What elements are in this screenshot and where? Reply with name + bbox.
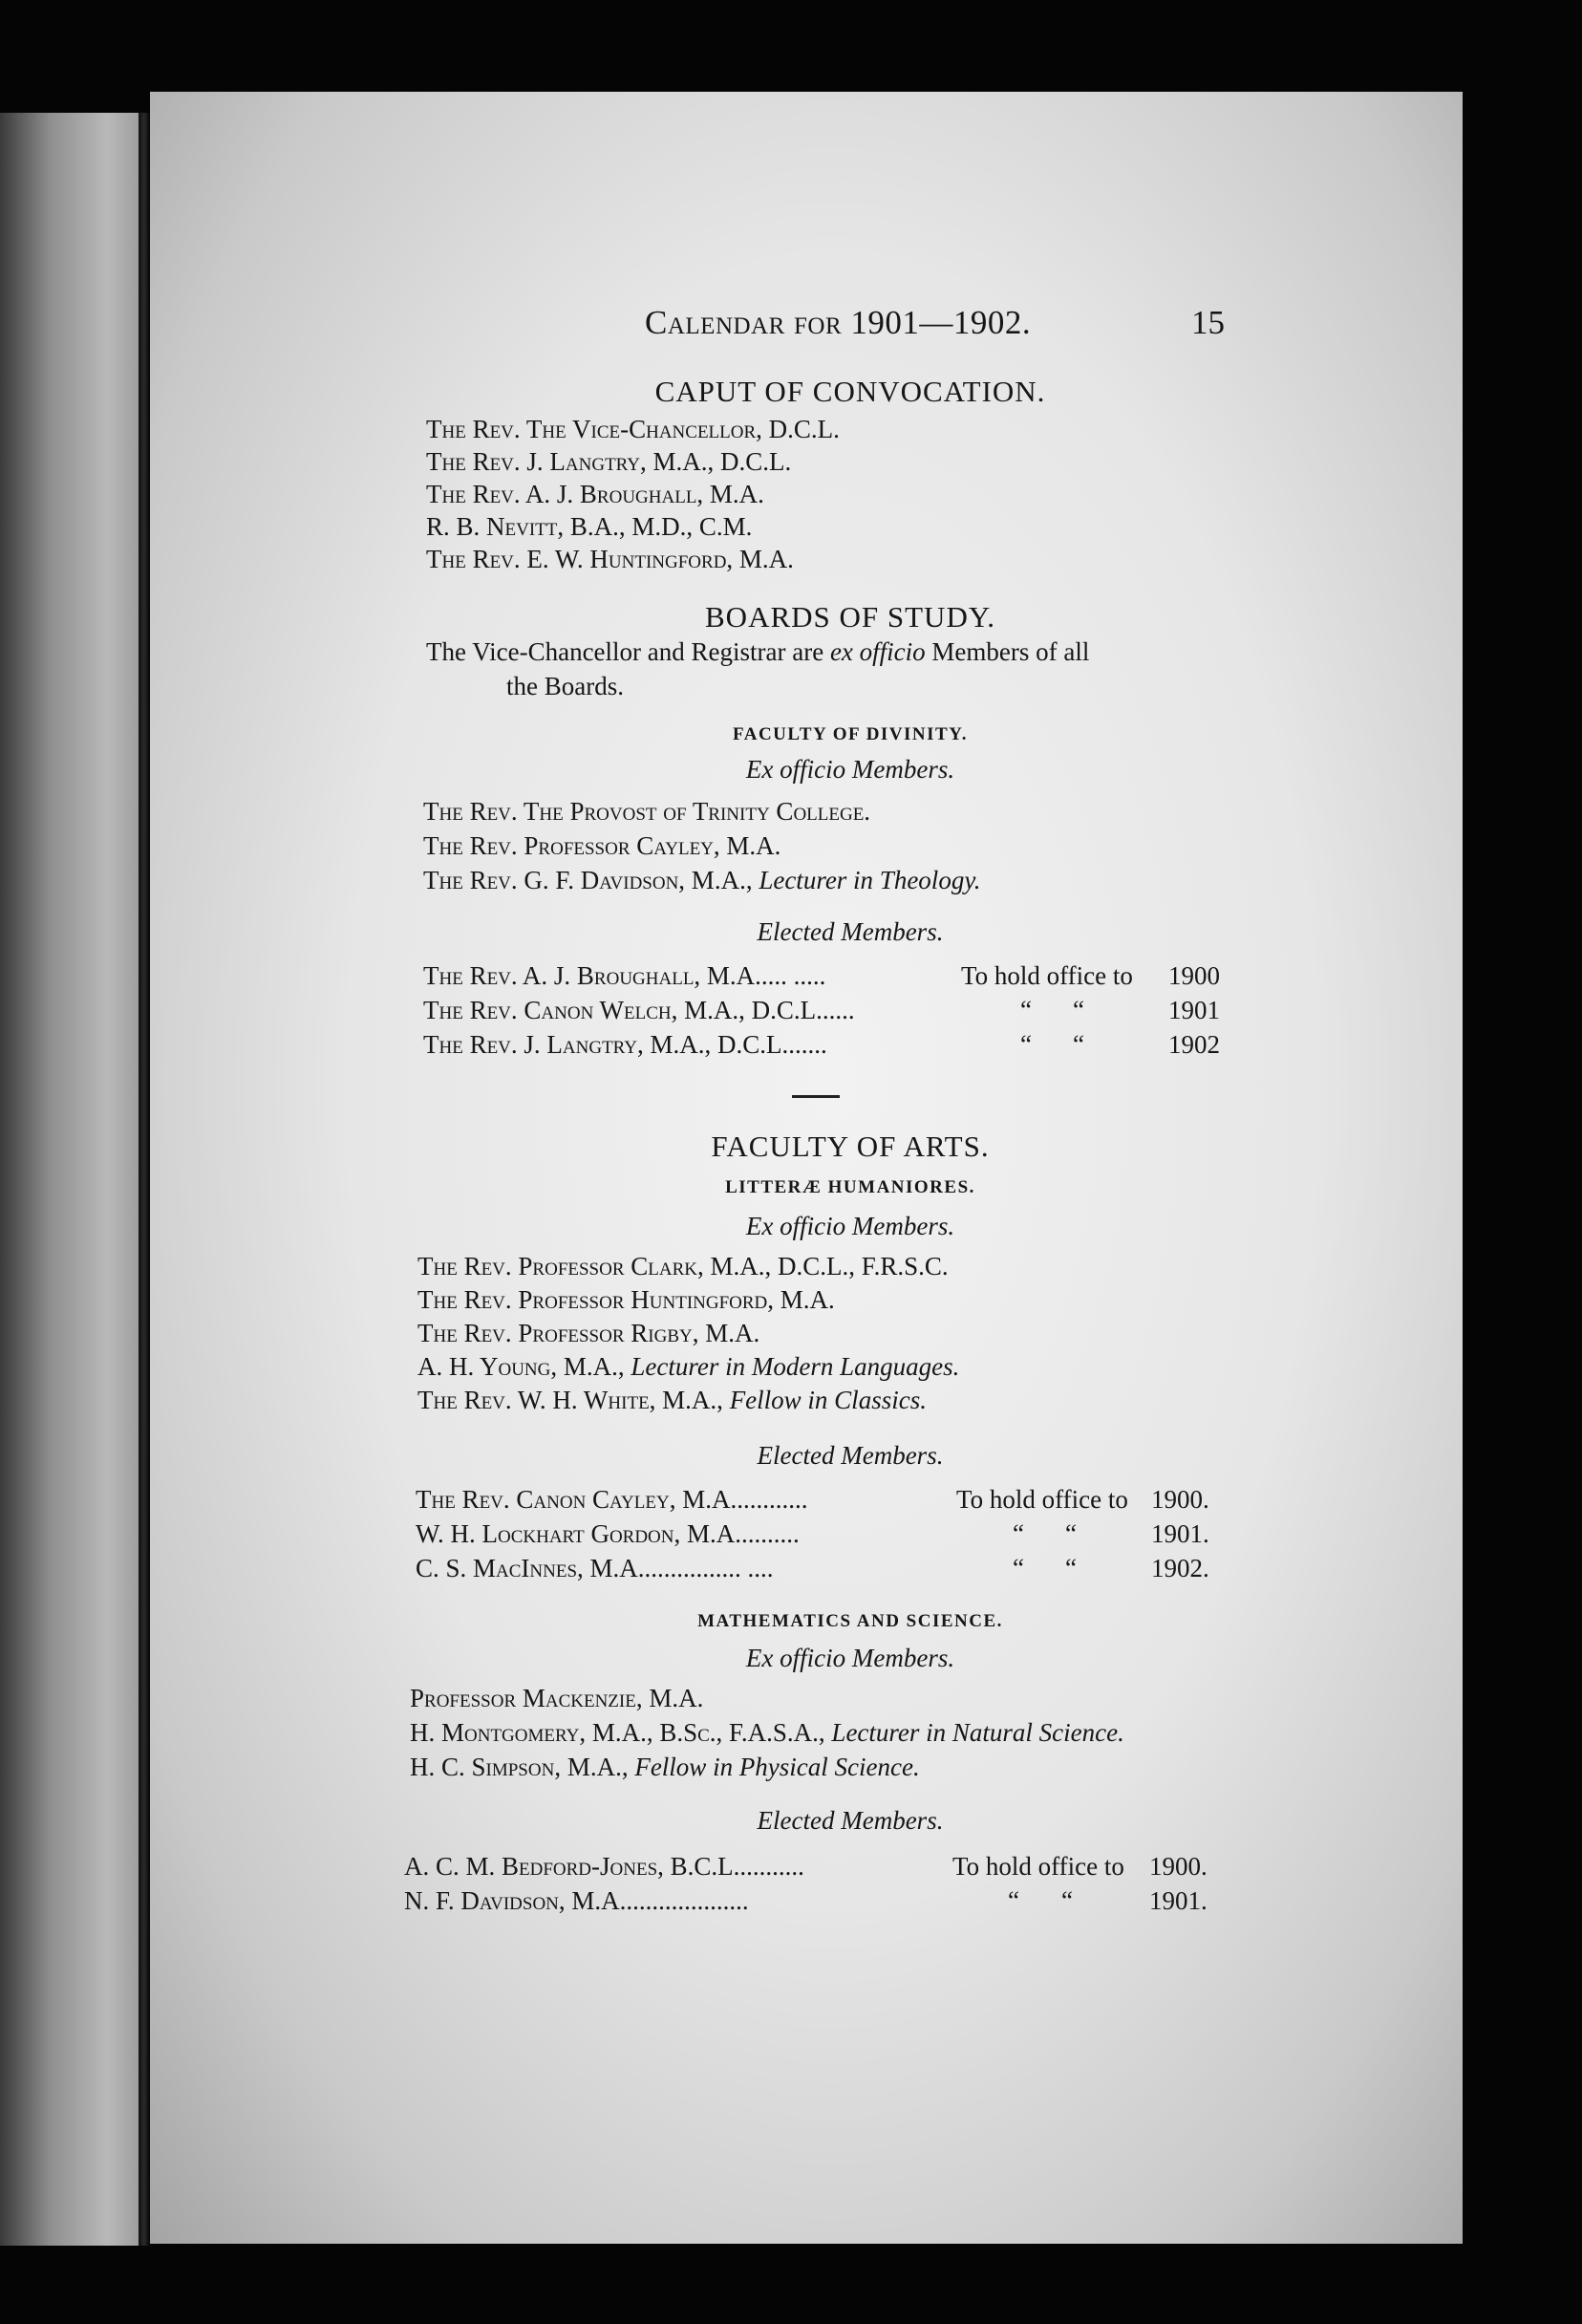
elected-year: 1900. [1149, 1852, 1208, 1881]
member-role: Lecturer in Theology. [759, 866, 981, 894]
elected-year: 1901. [1151, 1519, 1209, 1548]
litterae-ex-officio-member [417, 1283, 835, 1316]
ditto-mark: “ [1013, 1519, 1024, 1548]
caput-member: The Rev. The Vice-Chancellor, D.C.L. [426, 415, 840, 443]
elected-name: C. S. MacInnes, M.A................ .... [416, 1554, 774, 1582]
member-name: The Rev. Professor Cayley, M.A. [423, 831, 781, 860]
caput-heading: CAPUT OF CONVOCATION. [654, 375, 1046, 408]
elected-year: 1901 [1168, 996, 1220, 1024]
running-head: Calendar for 1901—1902. [645, 304, 1032, 341]
divinity-elected-row [423, 959, 1226, 992]
boards-note [426, 635, 1219, 703]
member-name: The Rev. The Provost of Trinity College. [423, 797, 871, 826]
litterae-elected-row [416, 1552, 1228, 1584]
member-role: Fellow in Classics. [729, 1386, 927, 1414]
elected-name: The Rev. J. Langtry, M.A., D.C.L....... [423, 1030, 827, 1059]
mathematics-ex-officio-member [410, 1716, 1124, 1749]
member-name: The Rev. W. H. White, M.A., [417, 1386, 730, 1414]
mathematics-heading: MATHEMATICS AND SCIENCE. [697, 1611, 1003, 1631]
page-number: 15 [1191, 304, 1225, 341]
litterae-elected-heading: Elected Members. [757, 1441, 944, 1470]
member-name: The Rev. Professor Clark, M.A., D.C.L., F.R.S.C. [417, 1252, 949, 1280]
divinity-elected-heading: Elected Members. [757, 917, 944, 946]
litterae-ex-officio-member [417, 1317, 759, 1349]
mathematics-elected-row [404, 1884, 1226, 1917]
elected-name: A. C. M. Bedford-Jones, B.C.L........... [404, 1852, 804, 1881]
ditto-mark: “ [1020, 1030, 1032, 1059]
divinity-elected-row [423, 994, 1226, 1026]
mathematics-ex-officio-heading: Ex officio Members. [745, 1644, 955, 1672]
divinity-ex-officio-heading: Ex officio Members. [745, 755, 955, 784]
member-role: Fellow in Physical Science. [634, 1753, 920, 1781]
divinity-heading: FACULTY OF DIVINITY. [733, 724, 968, 744]
member-role: Lecturer in Natural Science. [831, 1718, 1124, 1747]
boards-note-continuation: the Boards. [506, 672, 624, 700]
litterae-ex-officio-member [417, 1350, 959, 1383]
ditto-mark: “ [1008, 1886, 1019, 1915]
mathematics-elected-heading: Elected Members. [757, 1806, 944, 1835]
ditto-mark: “ [1073, 1030, 1084, 1059]
boards-note-ex-officio: ex officio [829, 637, 926, 666]
mathematics-elected-row [404, 1850, 1226, 1883]
caput-member: The Rev. E. W. Huntingford, M.A. [426, 545, 794, 573]
caput-member: The Rev. A. J. Broughall, M.A. [426, 480, 764, 508]
litterae-elected-row [416, 1517, 1228, 1550]
litterae-ex-officio-member [417, 1384, 927, 1416]
elected-office: To hold office to [952, 1852, 1124, 1881]
litterae-elected-row [416, 1483, 1228, 1516]
elected-name: W. H. Lockhart Gordon, M.A.......... [416, 1519, 800, 1548]
member-role: Lecturer in Modern Languages. [631, 1352, 960, 1381]
facing-page-edge [0, 113, 143, 2246]
member-name: H. C. Simpson, M.A., [410, 1753, 635, 1781]
elected-year: 1902. [1151, 1554, 1209, 1582]
elected-name: The Rev. Canon Cayley, M.A............ [416, 1485, 808, 1514]
member-name: A. H. Young, M.A., [417, 1352, 631, 1381]
litterae-ex-officio-member [417, 1250, 949, 1282]
member-name: The Rev. Professor Rigby, M.A. [417, 1319, 760, 1347]
ditto-mark: “ [1065, 1554, 1077, 1582]
caput-member: The Rev. J. Langtry, M.A., D.C.L. [426, 447, 792, 476]
elected-year: 1901. [1149, 1886, 1208, 1915]
boards-note-text: The Vice-Chancellor and Registrar are [426, 637, 830, 666]
member-name: The Rev. G. F. Davidson, M.A., [423, 866, 759, 894]
elected-year: 1902 [1168, 1030, 1220, 1059]
litterae-ex-officio-heading: Ex officio Members. [745, 1212, 955, 1240]
boards-note-text-2: Members of all [925, 637, 1090, 666]
elected-name: The Rev. A. J. Broughall, M.A..... ..... [423, 961, 826, 990]
divinity-elected-row [423, 1028, 1226, 1061]
elected-office: To hold office to [956, 1485, 1128, 1514]
member-name: Professor Mackenzie, M.A. [410, 1684, 704, 1712]
divinity-ex-officio-member [423, 829, 780, 862]
member-name: H. Montgomery, M.A., B.Sc., F.A.S.A., [410, 1718, 832, 1747]
elected-name: N. F. Davidson, M.A.................... [404, 1886, 749, 1915]
litterae-heading: LITTERÆ HUMANIORES. [725, 1177, 975, 1197]
ditto-mark: “ [1065, 1519, 1077, 1548]
caput-member: R. B. Nevitt, B.A., M.D., C.M. [426, 512, 753, 541]
book-gutter [139, 113, 150, 2246]
section-divider [792, 1095, 840, 1098]
elected-year: 1900 [1168, 961, 1220, 990]
member-name: The Rev. Professor Huntingford, M.A. [417, 1285, 835, 1314]
elected-year: 1900. [1151, 1485, 1209, 1514]
ditto-mark: “ [1073, 996, 1084, 1024]
divinity-ex-officio-member [423, 864, 981, 896]
mathematics-ex-officio-member [410, 1682, 703, 1714]
elected-office: To hold office to [961, 961, 1133, 990]
arts-heading: FACULTY OF ARTS. [711, 1130, 990, 1163]
divinity-ex-officio-member [423, 795, 870, 828]
ditto-mark: “ [1061, 1886, 1073, 1915]
elected-name: The Rev. Canon Welch, M.A., D.C.L...... [423, 996, 855, 1024]
ditto-mark: “ [1020, 996, 1032, 1024]
ditto-mark: “ [1013, 1554, 1024, 1582]
mathematics-ex-officio-member [410, 1751, 920, 1783]
boards-heading: BOARDS OF STUDY. [705, 600, 995, 634]
